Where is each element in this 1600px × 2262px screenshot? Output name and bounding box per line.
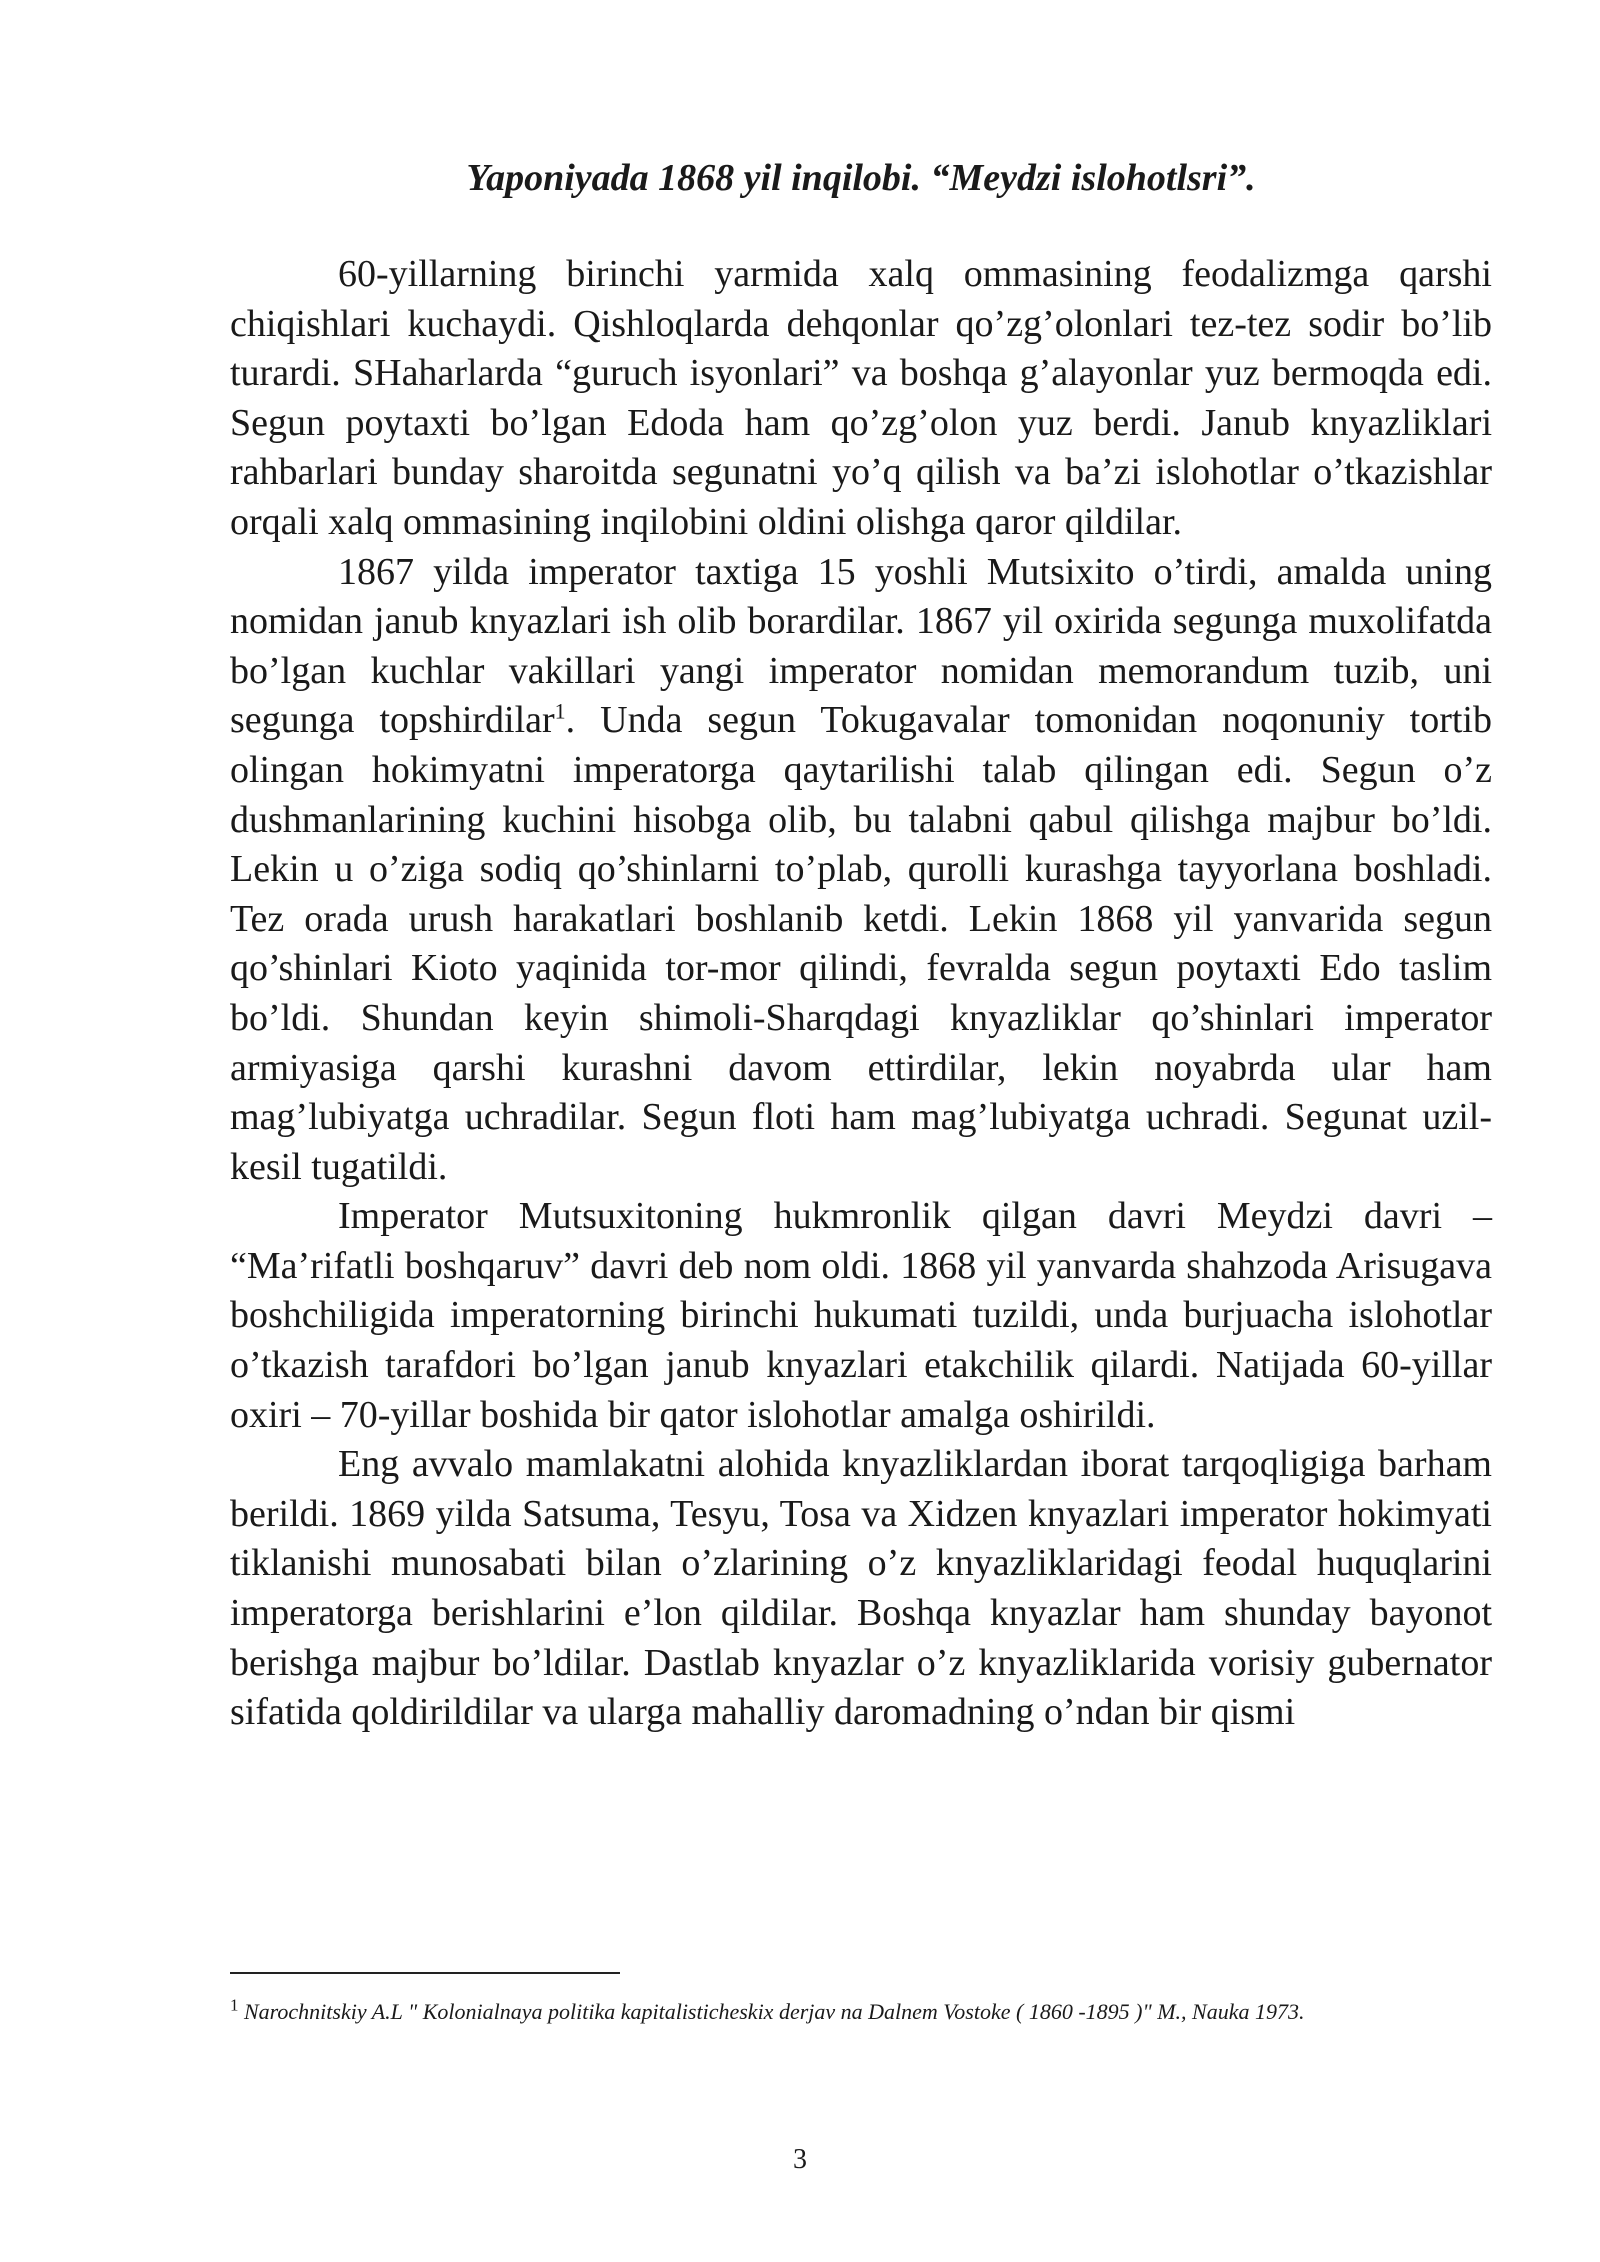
page-body: [230, 150, 1492, 1738]
paragraph-2-text-after-ref: . Unda segun Tokugavalar tomonidan noqonuniy tortib olingan hokimyatni imperatorga qaytarilishi talab qilingan edi. Segun o’z dushmanlarining kuchini hisobga olib, bu talabni qabul qilishga majbur bo’ldi. Lekin u o’ziga sodiq qo’shinlarni to’plab, qurolli kurashga tayyorlana boshladi. Tez orada urush harakatlari boshlanib ketdi. Lekin 1868 yil yanvarida segun qo’shinlari Kioto yaqinida tor-mor qilindi, fevralda segun poytaxti Edo taslim bo’ldi. Shundan keyin shimoli-Sharqdagi knyazliklar qo’shinlari imperator armiyasiga qarshi kurashni davom ettirdilar, lekin noyabrda ular ham mag’lubiyatga uchradilar. Segun floti ham mag’lubiyatga uchradi. Segunat uzil-kesil tugatildi.: [230, 699, 1492, 1188]
page-title: Yaponiyada 1868 yil inqilobi. “Meydzi islohotlsri”.: [466, 157, 1256, 199]
paragraph-2-text-before-ref: 1867 yilda imperator taxtiga 15 yoshli Mutsixito o’tirdi, amalda uning nomidan janub knyazlari ish olib borardilar. 1867 yil oxirida segunga muxolifatda bo’lgan kuchlar vakillari yangi imperator nomidan memorandum tuzib, uni segunga topshirdilar: [230, 550, 1492, 742]
footnote-mark: 1: [230, 1995, 239, 2015]
paragraph-3: Imperator Mutsuxitoning hukmronlik qilgan davri Meydzi davri – “Ma’rifatli boshqaruv” davri deb nom oldi. 1868 yil yanvarda shahzoda Arisugava boshchiligida imperatorning birinchi hukumati tuzildi, unda burjuacha islohotlar o’tkazish tarafdori bo’lgan janub knyazlari etakchilik qilardi. Natijada 60-yillar oxiri – 70-yillar boshida bir qator islohotlar amalga oshirildi.: [230, 1195, 1492, 1436]
page-number: 3: [793, 2144, 807, 2175]
footnote: [230, 1988, 1492, 2036]
paragraph-2: [230, 548, 1492, 1193]
footnote-separator: [230, 1972, 620, 1974]
paragraph-1: 60-yillarning birinchi yarmida xalq ommasining feodalizmga qarshi chiqishlari kuchaydi. Qishloqlarda dehqonlar qo’zg’olonlari tez-tez sodir bo’lib turardi. SHaharlarda “guruch isyonlari” va boshqa g’alayonlar yuz bermoqda edi. Segun poytaxti bo’lgan Edoda ham qo’zg’olon yuz berdi. Janub knyazliklari rahbarlari bunday sharoitda segunatni yo’q qilish va ba’zi islohotlar o’tkazishlar orqali xalq ommasining inqilobini oldini olishga qaror qildilar.: [230, 253, 1492, 543]
footnote-reference-mark[interactable]: 1: [554, 698, 566, 724]
paragraph-4: Eng avvalo mamlakatni alohida knyazliklardan iborat tarqoqligiga barham berildi. 1869 yilda Satsuma, Tesyu, Tosa va Xidzen knyazlari imperator hokimyati tiklanishi munosabati bilan o’zlarining o’z knyazliklaridagi feodal huquqlarini imperatorga berishlarini e’lon qildilar. Boshqa knyazlar ham shunday bayonot berishga majbur bo’ldilar. Dastlab knyazlar o’z knyazliklarida vorisiy gubernator sifatida qoldirildilar va ularga mahalliy daromadning o’ndan bir qismi: [230, 1443, 1492, 1734]
footnote-text: Narochnitskiy A.L " Kolonialnaya politika kapitalisticheskix derjav na Dalnem Vostoke ( 1860 -1895 )" M., Nauka 1973.: [244, 1999, 1305, 2024]
